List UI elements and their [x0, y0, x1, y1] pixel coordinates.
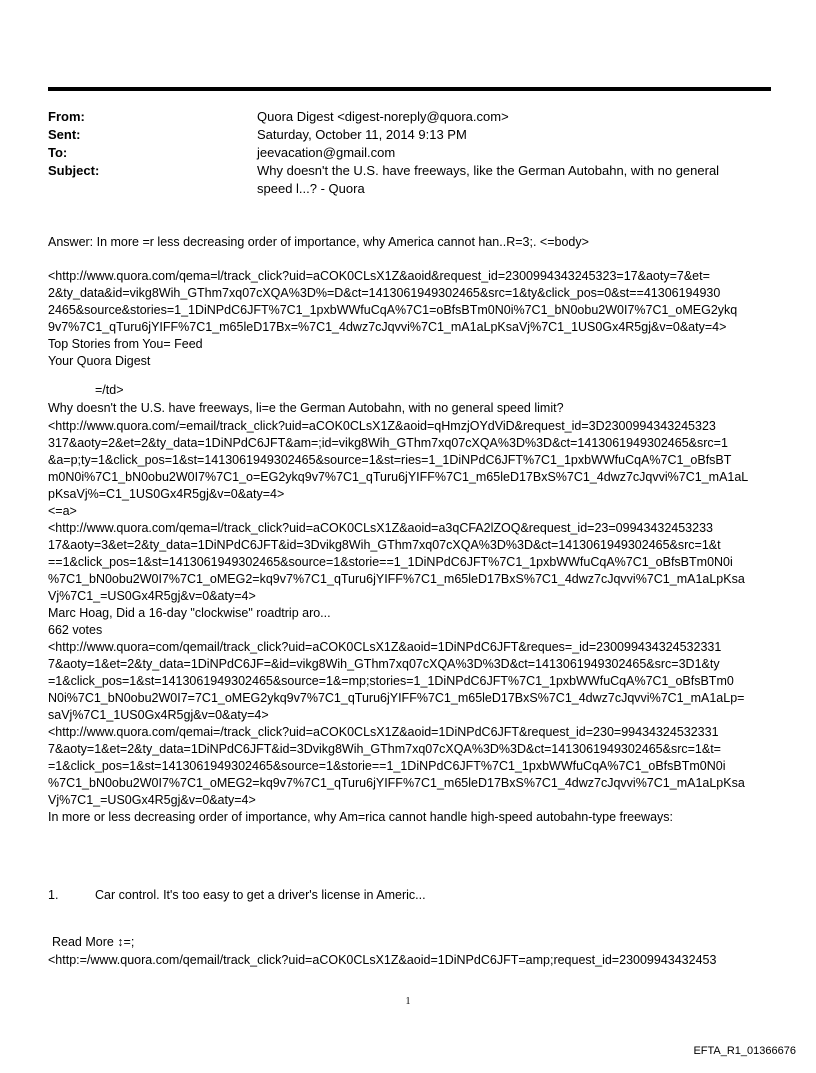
- to-label: To:: [48, 145, 68, 160]
- tracking-link-5-line-2: 7&aoty=1&et=2&ty_data=1DiNPdC6JFT&id=3Dvikg8Wih_GThm7xq07cXQA%3D%3D&ct=1413061949302465&src=1&t=: [48, 742, 721, 756]
- from-value: Quora Digest <digest-noreply@quora.com>: [257, 109, 509, 124]
- sent-value: Saturday, October 11, 2014 9:13 PM: [257, 127, 467, 142]
- page-number: 1: [405, 996, 411, 1007]
- tracking-link-5-line-3: =1&click_pos=1&st=1413061949302465&source=1&storie==1_1DiNPdC6JFT%7C1_1pxbWWfuCqA%7C1_oBfsBTm0N0i: [48, 759, 726, 773]
- tracking-link-3-line-1: <http://www.quora.com/qema=l/track_click?uid=aCOK0CLsX1Z&aoid=a3qCFA2lZOQ&request_id=23=09943432453233: [48, 521, 713, 535]
- tracking-link-1-line-2: 2&ty_data&id=vikg8Wih_GThm7xq07cXQA%3D%=D&ct=1413061949302465&src=1&ty&click_pos=0&st==41306194930: [48, 286, 721, 300]
- to-value: jeevacation@gmail.com: [257, 145, 396, 160]
- sent-label: Sent:: [48, 127, 81, 142]
- read-more-link: Read More ↕=;: [52, 935, 135, 949]
- subject-label: Subject:: [48, 163, 100, 178]
- tracking-link-2-line-5: pKsaVj%=C1_1US0Gx4R5gj&v=0&aty=4>: [48, 487, 285, 501]
- anchor-tag: <=a>: [48, 504, 77, 518]
- from-label: From:: [48, 109, 85, 124]
- document-id: EFTA_R1_01366676: [693, 1045, 796, 1057]
- tracking-link-2-line-4: m0N0i%7C1_bN0obu2W0I7%7C1_o=EG2ykq9v7%7C1_qTuru6jYIFF%7C1_m65leD17BxS%7C1_4dwz7cJqvvi%7C1_mA1aL: [48, 470, 749, 484]
- subject-value-line-2: speed l...? - Quora: [257, 181, 365, 196]
- list-item-text: Car control. It's too easy to get a driver's license in Americ...: [95, 888, 426, 902]
- tracking-link-2-line-1: <http://www.quora.com/=email/track_click?uid=aCOK0CLsX1Z&aoid=qHmzjOYdViD&request_id=3D2300994343245323: [48, 419, 716, 433]
- tracking-link-1-line-3: 2465&source&stories=1_1DiNPdC6JFT%7C1_1pxbWWfuCqA%7C1=oBfsBTm0N0i%7C1_bN0obu2W0I7%7C1_oMEG2ykq: [48, 303, 738, 317]
- list-number: 1.: [48, 888, 59, 902]
- tracking-link-3-line-5: Vj%7C1_=US0Gx4R5gj&v=0&aty=4>: [48, 589, 256, 603]
- answer-intro: In more or less decreasing order of importance, why Am=rica cannot handle high-speed autobahn-type freeways:: [48, 810, 673, 824]
- digest-heading: Your Quora Digest: [48, 354, 151, 368]
- tracking-link-6: <http:=/www.quora.com/qemail/track_click?uid=aCOK0CLsX1Z&aoid=1DiNPdC6JFT=amp;request_id=23009943432453: [48, 953, 717, 967]
- answer-author: Marc Hoag, Did a 16-day "clockwise" roadtrip aro...: [48, 606, 331, 620]
- tracking-link-5-line-4: %7C1_bN0obu2W0I7%7C1_oMEG2=kq9v7%7C1_qTuru6jYIFF%7C1_m65leD17BxS%7C1_4dwz7cJqvvi%7C1_mA1aLpKsa: [48, 776, 745, 790]
- tracking-link-2-line-3: &a=p;ty=1&click_pos=1&st=1413061949302465&source=1&st=ries=1_1DiNPdC6JFT%7C1_1pxbWWfuCqA%7C1_oBfsBT: [48, 453, 732, 467]
- td-tag: =/td>: [95, 383, 124, 397]
- tracking-link-4-line-1: <http://www.quora=com/qemail/track_click?uid=aCOK0CLsX1Z&aoid=1DiNPdC6JFT&reques=_id=230099434324532331: [48, 640, 722, 654]
- tracking-link-1-line-1: <http://www.quora.com/qema=l/track_click?uid=aCOK0CLsX1Z&aoid&request_id=2300994343245323=17&aoty=7&et=: [48, 269, 710, 283]
- answer-line: Answer: In more =r less decreasing order of importance, why America cannot han..R=3;. <=body>: [48, 235, 589, 249]
- tracking-link-5-line-5: Vj%7C1_=US0Gx4R5gj&v=0&aty=4>: [48, 793, 256, 807]
- vote-count: 662 votes: [48, 623, 103, 637]
- tracking-link-4-line-4: N0i%7C1_bN0obu2W0I7=7C1_oMEG2ykq9v7%7C1_qTuru6jYIFF%7C1_m65leD17BxS%7C1_4dwz7cJqvvi%7C1_mA1aLp=: [48, 691, 745, 705]
- subject-value-line-1: Why doesn't the U.S. have freeways, like the German Autobahn, with no general: [257, 163, 720, 178]
- header-rule: [48, 87, 771, 91]
- tracking-link-3-line-4: %7C1_bN0obu2W0I7%7C1_oMEG2=kq9v7%7C1_qTuru6jYIFF%7C1_m65leD17BxS%7C1_4dwz7cJqvvi%7C1_mA1aLpKsa: [48, 572, 745, 586]
- tracking-link-4-line-5: saVj%7C1_1US0Gx4R5gj&v=0&aty=4>: [48, 708, 269, 722]
- tracking-link-3-line-3: ==1&click_pos=1&st=1413061949302465&source=1&storie==1_1DiNPdC6JFT%7C1_1pxbWWfuCqA%7C1_oBfsBTm0N0i: [48, 555, 733, 569]
- tracking-link-3-line-2: 17&aoty=3&et=2&ty_data=1DiNPdC6JFT&id=3Dvikg8Wih_GThm7xq07cXQA%3D%3D&ct=1413061949302465&src=1&t: [48, 538, 721, 552]
- tracking-link-2-line-2: 317&aoty=2&et=2&ty_data=1DiNPdC6JFT&am=;id=vikg8Wih_GThm7xq07cXQA%3D%3D&ct=1413061949302465&src=1: [48, 436, 728, 450]
- question-title: Why doesn't the U.S. have freeways, li=e the German Autobahn, with no general speed limit?: [48, 401, 564, 415]
- top-stories-heading: Top Stories from You= Feed: [48, 337, 203, 351]
- tracking-link-4-line-2: 7&aoty=1&et=2&ty_data=1DiNPdC6JF=&id=vikg8Wih_GThm7xq07cXQA%3D%3D&ct=1413061949302465&src=3D1&ty: [48, 657, 720, 671]
- tracking-link-4-line-3: =1&click_pos=1&st=1413061949302465&source=1&=mp;stories=1_1DiNPdC6JFT%7C1_1pxbWWfuCqA%7C1_oBfsBTm0: [48, 674, 734, 688]
- tracking-link-5-line-1: <http://www.quora.com/qemai=/track_click?uid=aCOK0CLsX1Z&aoid=1DiNPdC6JFT&request_id=230=99434324532331: [48, 725, 719, 739]
- tracking-link-1-line-4: 9v7%7C1_qTuru6jYIFF%7C1_m65leD17Bx=%7C1_4dwz7cJqvvi%7C1_mA1aLpKsaVj%7C1_1US0Gx4R5gj&v=0&aty=4>: [48, 320, 727, 334]
